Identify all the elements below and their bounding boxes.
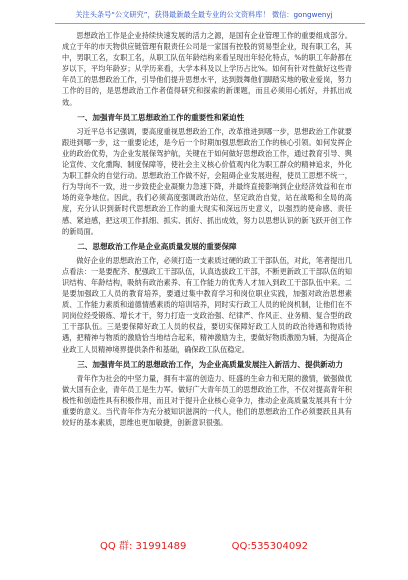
section-heading-1: 一、加强青年员工思想政治工作的重要性和紧迫性 — [77, 112, 245, 122]
footer-qq-group: QQ 群: 31991489 — [100, 541, 187, 552]
header-banner[interactable]: 关注头条号“公文研究”，获得最新最全最专业的公文资料库！ 微信：gongwenyj — [75, 10, 333, 19]
section-2-paragraph: 做好企业的思想政治工作，必须打造一支素质过硬的政工干部队伍，对此，笔者提出几点看法：一是要配齐、配强政工干部队伍，认真选拔政工干部，不断更新政工干部队伍的知识结构、年龄结构，吸纳有政治素养、有工作能力的优秀人才加入到政工干部队伍中来。二是要加强政工人员的教育培养，要通过集中教育学习和岗位职业实践，加强对政治思想素质、工作能力素质和道德情感素质的培训培养，同时实行政工人员的轮岗机制，让他们在不同岗位经受锻炼、增长才干，努力打造一支政治强、纪律严、作风正、业务精、复合型的政工干部队伍。三是要保障好政工人员的权益，要切实保障好政工人员的政治待遇和物质待遇，把精神与物质的激励恰当地结合起来，精神激励为主，要做好物质激励为辅，为提高企业政工人员精神境界提供条件和基础，确保政工队伍稳定。 — [62, 255, 352, 354]
footer-contacts — [0, 537, 408, 552]
article-body — [62, 30, 352, 428]
section-1-paragraph: 习近平总书记强调，要高度重视思想政治工作，改革推进到哪一步，思想政治工作就要跟进到哪一步，这一重要论述，是今后一个时期加强思想政治工作的核心引领。如何发挥企业的政治优势，为企业发展保驾护航，关键在于如何做好思想政治工作，通过教育引导、舆论宣传、文化熏陶、制度保障等，使社会主义核心价值观内化为职工群众的精神追求，外化为职工群众的自觉行动。思想政治工作做不好，会阻碍企业发展进程，使员工思想不统一，行为导向不一致，进一步致使企业凝聚力急速下降，并最终直接影响到企业经济效益和在市场的竞争地位。因此，我们必须高度强调政治站位，坚定政治自觉，站在战略和全局的高度，充分认识到新时代思想政治工作的重大现实和深远历史意义，以强烈的使命感、责任感、紧迫感，把这项工作抓细、抓实、抓好、抓出成效，努力以思想认识的新飞跃开创工作的新局面。 — [62, 126, 352, 236]
header-divider — [55, 23, 365, 24]
section-heading-3: 三、加强青年员工的思想政治工作，为企业高质量发展注入新活力、提供新动力 — [77, 359, 343, 369]
section-3-paragraph: 青年作为社会的中坚力量，拥有丰富的创造力、旺盛的生命力和无限的激情，做强做优做大国有企业，青年员工是生力军。做好广大青年员工的思想政治工作，不仅对提高青年积极性和创造性具有积极作用，而且对于提升企业核心竞争力，推动企业高质量发展具有十分重要的意义。当代青年作为充分被知识滋润的一代人，他们的思想政治工作必须要跃且具有较好的基本素质，思维也更加敏捷，创新意识很强。 — [62, 373, 352, 428]
footer-qq-number: QQ:535304092 — [231, 541, 308, 552]
section-heading-2: 二、思想政治工作是企业高质量发展的重要保障 — [77, 241, 237, 251]
intro-paragraph: 思想政治工作是企业持续快速发展的活力之源，是国有企业管理工作的重要组成部分。成立于年的市天物供应链管理有限责任公司是一家国有控股的贸易型企业，现有职工名，其中，男职工名，女职工名，从职工队伍年龄结构来看呈现出年轻化特点，%的职工年龄都在岁以下，平均年龄岁；从学历来看，大学本科及以上学历占比%。如何有针对性做好这些青年员工的思想政治工作，引导他们提升思想水平，达到鼓舞他们脚踏实地的敬业爱岗，努力工作的目的，是思想政治工作者值得研究和探索的新课题，而且必须用心抓好，并抓出成效。 — [62, 31, 352, 107]
